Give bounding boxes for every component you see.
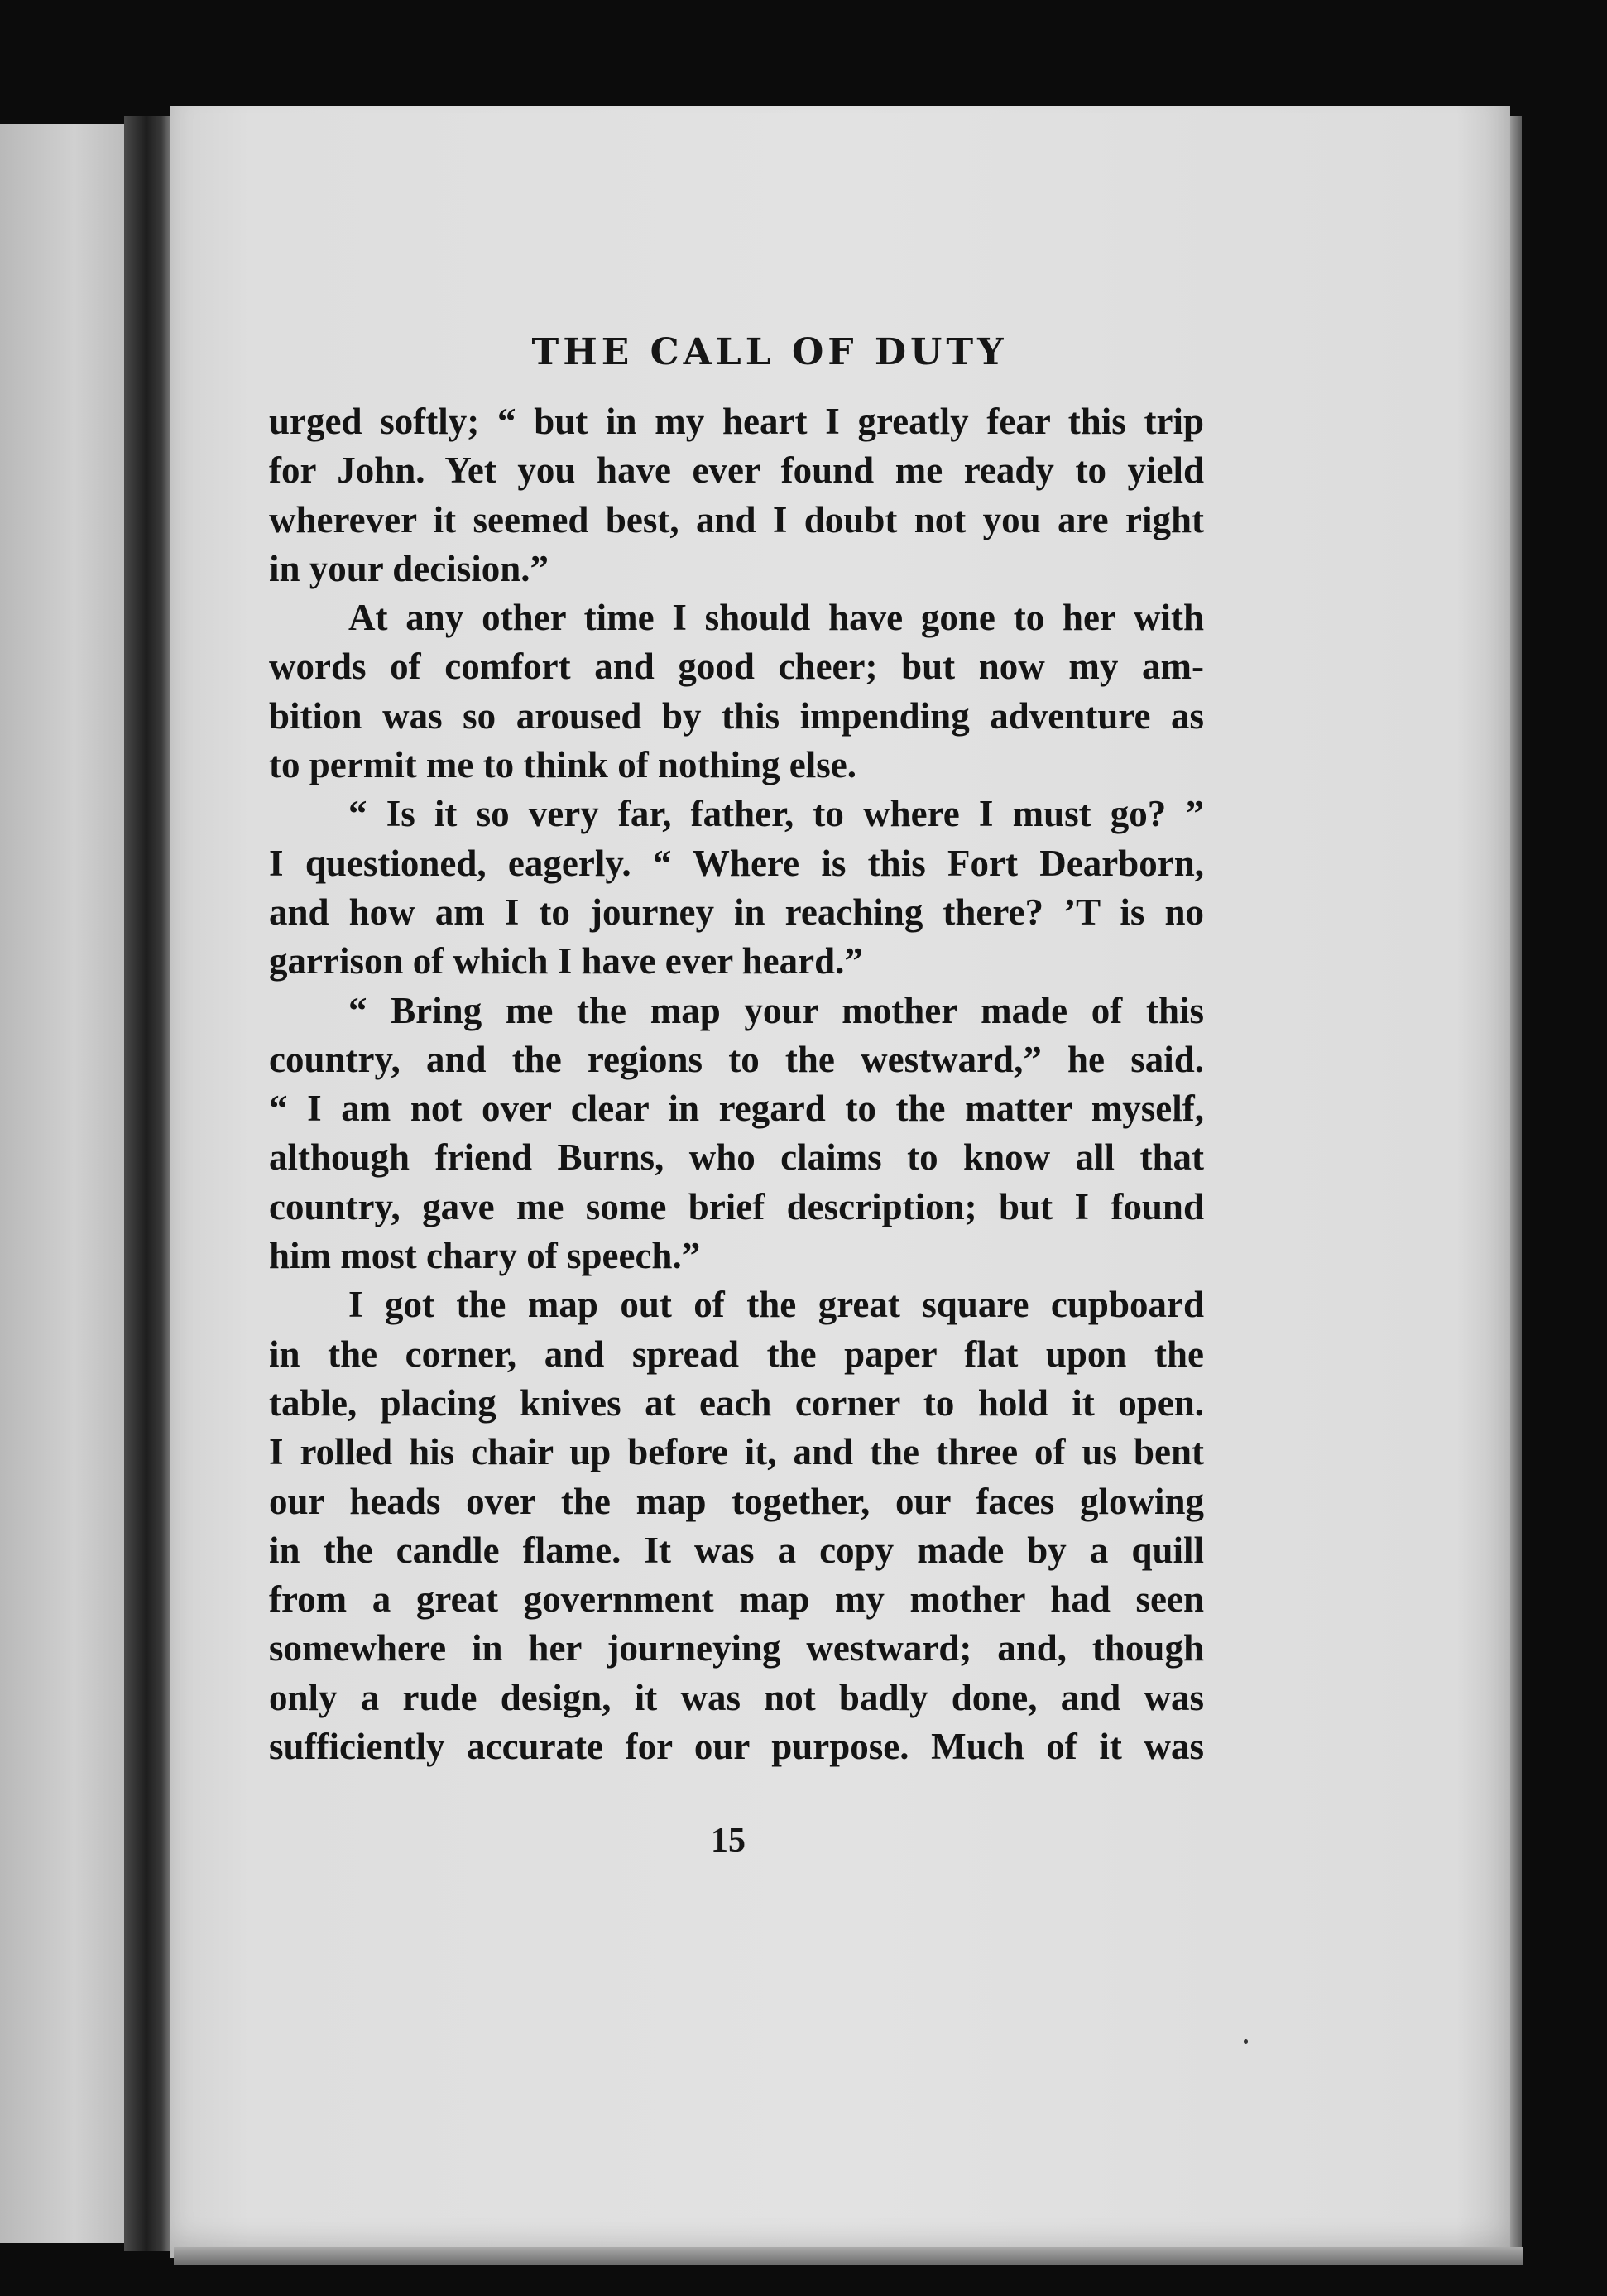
text-line: somewhere in her journeying westward; and, though xyxy=(269,1627,1204,1669)
dust-speck xyxy=(1244,2039,1248,2044)
text-line: to permit me to think of nothing else. xyxy=(269,744,856,786)
text-line: for John. Yet you have ever found me ready to yield xyxy=(269,449,1204,492)
text-line: bition was so aroused by this impending adventure as xyxy=(269,694,1204,737)
text-line: wherever it seemed best, and I doubt not you are right xyxy=(269,498,1204,540)
text-line: although friend Burns, who claims to know all that xyxy=(269,1136,1204,1179)
facing-page-edge xyxy=(0,124,124,2243)
text-line: I got the map out of the great square cupboard xyxy=(348,1284,1204,1326)
text-line: table, placing knives at each corner to hold it open. xyxy=(269,1381,1204,1424)
text-line: country, and the regions to the westward,” he said. xyxy=(269,1038,1204,1080)
text-line: “ I am not over clear in regard to the matter myself, xyxy=(269,1088,1204,1130)
page-bottom-edge xyxy=(174,2247,1523,2265)
text-line: him most chary of speech.” xyxy=(269,1235,701,1277)
text-line: I rolled his chair up before it, and the three of us bent xyxy=(269,1431,1204,1473)
body-text xyxy=(269,397,1204,1771)
text-line: garrison of which I have ever heard.” xyxy=(269,940,863,982)
text-line: words of comfort and good cheer; but now my am- xyxy=(269,646,1204,688)
text-line: sufficiently accurate for our purpose. Much of it was xyxy=(269,1726,1204,1768)
text-line: only a rude design, it was not badly done, and was xyxy=(269,1676,1204,1718)
page-right-edge xyxy=(1510,116,1522,2251)
text-line: urged softly; “ but in my heart I greatly fear this trip xyxy=(269,401,1204,442)
text-line: from a great government map my mother had seen xyxy=(269,1578,1204,1621)
page-number: 15 xyxy=(711,1822,746,1860)
book-gutter xyxy=(124,116,174,2251)
text-line: and how am I to journey in reaching there? ’T is no xyxy=(269,891,1204,933)
text-line: our heads over the map together, our faces glowing xyxy=(269,1480,1204,1522)
running-head: THE CALL OF DUTY xyxy=(531,331,1008,373)
text-line: “ Bring me the map your mother made of this xyxy=(348,989,1204,1031)
text-line: I questioned, eagerly. “ Where is this Fort Dearborn, xyxy=(269,842,1204,884)
text-line: country, gave me some brief description; but I found xyxy=(269,1185,1204,1227)
text-line: “ Is it so very far, father, to where I must go? ” xyxy=(348,793,1204,835)
text-line: in your decision.” xyxy=(269,547,549,589)
text-line: in the corner, and spread the paper flat upon the xyxy=(269,1333,1204,1375)
text-line: in the candle flame. It was a copy made by a quill xyxy=(269,1529,1204,1571)
text-line: At any other time I should have gone to her with xyxy=(348,597,1204,639)
